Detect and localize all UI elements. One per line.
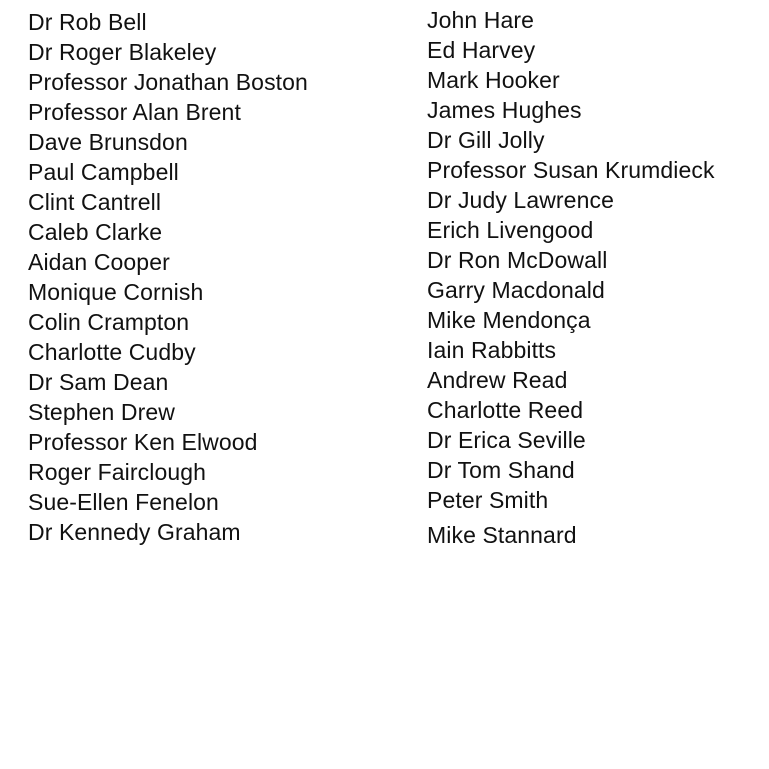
list-item: Peter Smith [427,487,549,513]
list-item: Iain Rabbitts [427,337,557,363]
list-item: Mark Hooker [427,67,560,93]
list-item: Paul Campbell [28,159,179,185]
list-item: Roger Fairclough [28,459,207,485]
list-item: Professor Alan Brent [28,99,241,125]
list-item: Ed Harvey [427,37,536,63]
list-item: Mike Stannard [427,522,577,548]
list-item: Colin Crampton [28,309,190,335]
list-item: Dr Tom Shand [427,457,575,483]
list-item: Caleb Clarke [28,219,163,245]
list-item: Professor Susan Krumdieck [427,157,715,183]
list-item: Erich Livengood [427,217,594,243]
list-item: Charlotte Reed [427,397,584,423]
list-item: Monique Cornish [28,279,204,305]
list-item: Mike Mendonça [427,307,591,333]
list-item: Professor Ken Elwood [28,429,258,455]
list-item: Stephen Drew [28,399,175,425]
list-item: Andrew Read [427,367,568,393]
list-item: Dr Ron McDowall [427,247,608,273]
list-item: Dr Kennedy Graham [28,519,241,545]
list-item: Sue-Ellen Fenelon [28,489,219,515]
list-item: Dr Rob Bell [28,9,147,35]
list-item: Dr Erica Seville [427,427,586,453]
list-item: Aidan Cooper [28,249,170,275]
list-item: Clint Cantrell [28,189,162,215]
list-item: Garry Macdonald [427,277,605,303]
list-item: Charlotte Cudby [28,339,196,365]
list-item: Dr Judy Lawrence [427,187,614,213]
list-item: Professor Jonathan Boston [28,69,308,95]
list-item: Dave Brunsdon [28,129,188,155]
list-item: Dr Gill Jolly [427,127,545,153]
names-list-right [427,5,767,550]
list-item: James Hughes [427,97,582,123]
list-item: Dr Roger Blakeley [28,39,217,65]
list-item: John Hare [427,7,535,33]
list-item: Dr Sam Dean [28,369,169,395]
names-list-left [28,7,408,547]
